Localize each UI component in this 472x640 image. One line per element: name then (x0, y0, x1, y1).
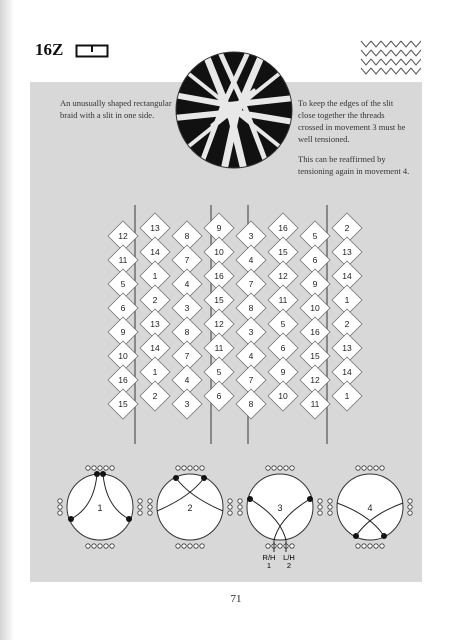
bobbin-marker (188, 466, 192, 470)
bobbin-marker (86, 544, 90, 548)
pattern-cell-number: 12 (214, 319, 224, 329)
movement-diagram-4 (328, 466, 412, 548)
bobbin-marker (328, 499, 332, 503)
bobbin-marker (408, 499, 412, 503)
movement-number: 2 (187, 503, 193, 513)
bobbin-marker (92, 544, 96, 548)
movement-diagram-2 (148, 466, 232, 548)
bobbin-marker (194, 544, 198, 548)
bobbin-marker (374, 466, 378, 470)
bobbin-marker (368, 544, 372, 548)
hand-label: L/H (283, 553, 295, 562)
pattern-cell-number: 15 (278, 247, 288, 257)
bobbin-marker (148, 511, 152, 515)
bobbin-marker (238, 505, 242, 509)
bobbin-marker (58, 511, 62, 515)
pattern-cell-number: 9 (216, 223, 222, 233)
bobbin-marker (278, 544, 282, 548)
pattern-cell-number: 16 (118, 375, 128, 385)
bobbin-marker (272, 466, 276, 470)
pattern-cell-number: 9 (280, 367, 286, 377)
bobbin-marker (318, 505, 322, 509)
pattern-cell-number: 4 (184, 279, 190, 289)
bobbin-marker (138, 511, 142, 515)
bobbin-marker (228, 499, 232, 503)
pattern-cell-number: 16 (214, 271, 224, 281)
pattern-cell-number: 14 (342, 367, 352, 377)
pattern-cell-number: 6 (312, 255, 318, 265)
bobbin-marker (362, 466, 366, 470)
bobbin-marker (380, 466, 384, 470)
pattern-cell-number: 14 (150, 247, 160, 257)
bobbin-marker (176, 544, 180, 548)
bobbin-marker (148, 499, 152, 503)
movement-number: 3 (277, 503, 283, 513)
page-number: 71 (230, 593, 242, 605)
bobbin-marker (188, 544, 192, 548)
bobbin-marker (356, 466, 360, 470)
pattern-cell-number: 13 (342, 343, 352, 353)
bobbin-marker (290, 466, 294, 470)
bobbin-marker (104, 544, 108, 548)
pattern-cell-number: 10 (278, 391, 288, 401)
pattern-cell-number: 6 (280, 343, 286, 353)
hand-number: 1 (266, 561, 272, 570)
description-text: An unusually shaped rectangular braid with a slit in one side. (60, 98, 172, 121)
pattern-cell-number: 11 (310, 399, 320, 409)
bobbin-marker (194, 466, 198, 470)
bobbin-marker (408, 505, 412, 509)
pattern-cell-number: 2 (344, 319, 350, 329)
bobbin-marker (284, 466, 288, 470)
bobbin-marker (58, 505, 62, 509)
bobbin-marker (266, 466, 270, 470)
pattern-cell-number: 9 (120, 327, 126, 337)
pattern-cell-number: 10 (118, 351, 128, 361)
pattern-cell-number: 12 (310, 375, 320, 385)
bobbin-marker (86, 466, 90, 470)
pattern-cell-number: 10 (310, 303, 320, 313)
pattern-cell-number: 15 (310, 351, 320, 361)
pattern-cell-number: 1 (344, 295, 350, 305)
bobbin-marker (290, 544, 294, 548)
bobbin-marker (356, 544, 360, 548)
pattern-cell-number: 12 (118, 231, 128, 241)
bobbin-marker (228, 505, 232, 509)
pattern-cell-number: 11 (214, 343, 224, 353)
bobbin-marker (182, 466, 186, 470)
bobbin-marker (98, 544, 102, 548)
bobbin-marker (380, 544, 384, 548)
pattern-cell-number: 12 (278, 271, 288, 281)
hand-label: R/H (262, 553, 276, 562)
pattern-cell-number: 6 (216, 391, 222, 401)
tension-note-1: To keep the edges of the slit close together the threads crossed in movement 3 must be well tensioned. (298, 98, 406, 145)
bobbin-marker (176, 466, 180, 470)
pattern-cell-number: 15 (118, 399, 128, 409)
pattern-cell-number: 8 (184, 327, 190, 337)
pattern-cell-number: 2 (344, 223, 350, 233)
bobbin-marker (58, 499, 62, 503)
movement-diagram-3 (238, 466, 322, 570)
pattern-cell-number: 13 (150, 319, 160, 329)
pattern-cell-number: 10 (214, 247, 224, 257)
movement-number: 4 (367, 503, 373, 513)
braid-code: 16Z (35, 40, 64, 59)
pattern-cell-number: 4 (184, 375, 190, 385)
bobbin-marker (368, 466, 372, 470)
bobbin-marker (98, 466, 102, 470)
pattern-cell-number: 7 (248, 279, 254, 289)
bobbin-marker (138, 499, 142, 503)
pattern-cell-number: 14 (342, 271, 352, 281)
bobbin-marker (328, 511, 332, 515)
pattern-cell-number: 11 (118, 255, 128, 265)
bobbin-marker (374, 544, 378, 548)
pattern-cell-number: 5 (312, 231, 318, 241)
pattern-cell-number: 15 (214, 295, 224, 305)
pattern-cell-number: 2 (152, 295, 158, 305)
movement-number: 1 (97, 503, 103, 513)
bobbin-marker (238, 499, 242, 503)
pattern-cell-number: 1 (152, 367, 158, 377)
pattern-cell-number: 6 (120, 303, 126, 313)
bobbin-marker (200, 544, 204, 548)
bobbin-marker (182, 544, 186, 548)
pattern-cell-number: 9 (312, 279, 318, 289)
bobbin-marker (92, 466, 96, 470)
pattern-cell-number: 3 (184, 303, 190, 313)
pattern-cell-number: 7 (184, 351, 190, 361)
bobbin-marker (110, 466, 114, 470)
bobbin-marker (110, 544, 114, 548)
pattern-cell-number: 11 (278, 295, 288, 305)
bobbin-marker (148, 505, 152, 509)
pattern-cell-number: 16 (310, 327, 320, 337)
pattern-cell-number: 4 (248, 351, 254, 361)
movement-diagram-1 (58, 466, 142, 548)
pattern-cell-number: 16 (278, 223, 288, 233)
bobbin-marker (138, 505, 142, 509)
pattern-cell-number: 3 (248, 327, 254, 337)
bobbin-marker (318, 499, 322, 503)
bobbin-marker (318, 511, 322, 515)
pattern-cell-number: 1 (344, 391, 350, 401)
bobbin-marker (266, 544, 270, 548)
tension-note-2: This can be reaffirmed by tensioning again in movement 4. (298, 154, 410, 177)
bobbin-marker (200, 466, 204, 470)
pattern-cell-number: 5 (216, 367, 222, 377)
pattern-cell-number: 2 (152, 391, 158, 401)
bobbin-marker (328, 505, 332, 509)
bobbin-marker (238, 511, 242, 515)
pattern-cell-number: 4 (248, 255, 254, 265)
pattern-cell-number: 13 (342, 247, 352, 257)
bobbin-marker (408, 511, 412, 515)
pattern-cell-number: 13 (150, 223, 160, 233)
pattern-cell-number: 8 (184, 231, 190, 241)
bobbin-marker (278, 466, 282, 470)
pattern-cell-number: 8 (248, 303, 254, 313)
pattern-cell-number: 3 (248, 231, 254, 241)
hand-number: 2 (286, 561, 292, 570)
pattern-cell-number: 1 (152, 271, 158, 281)
pattern-cell-number: 7 (184, 255, 190, 265)
pattern-cell-number: 14 (150, 343, 160, 353)
pattern-cell-number: 3 (184, 399, 190, 409)
pattern-cell-number: 7 (248, 375, 254, 385)
pattern-cell-number: 5 (120, 279, 126, 289)
bobbin-marker (104, 466, 108, 470)
pattern-cell-number: 5 (280, 319, 286, 329)
bobbin-marker (362, 544, 366, 548)
bobbin-marker (228, 511, 232, 515)
pattern-cell-number: 8 (248, 399, 254, 409)
